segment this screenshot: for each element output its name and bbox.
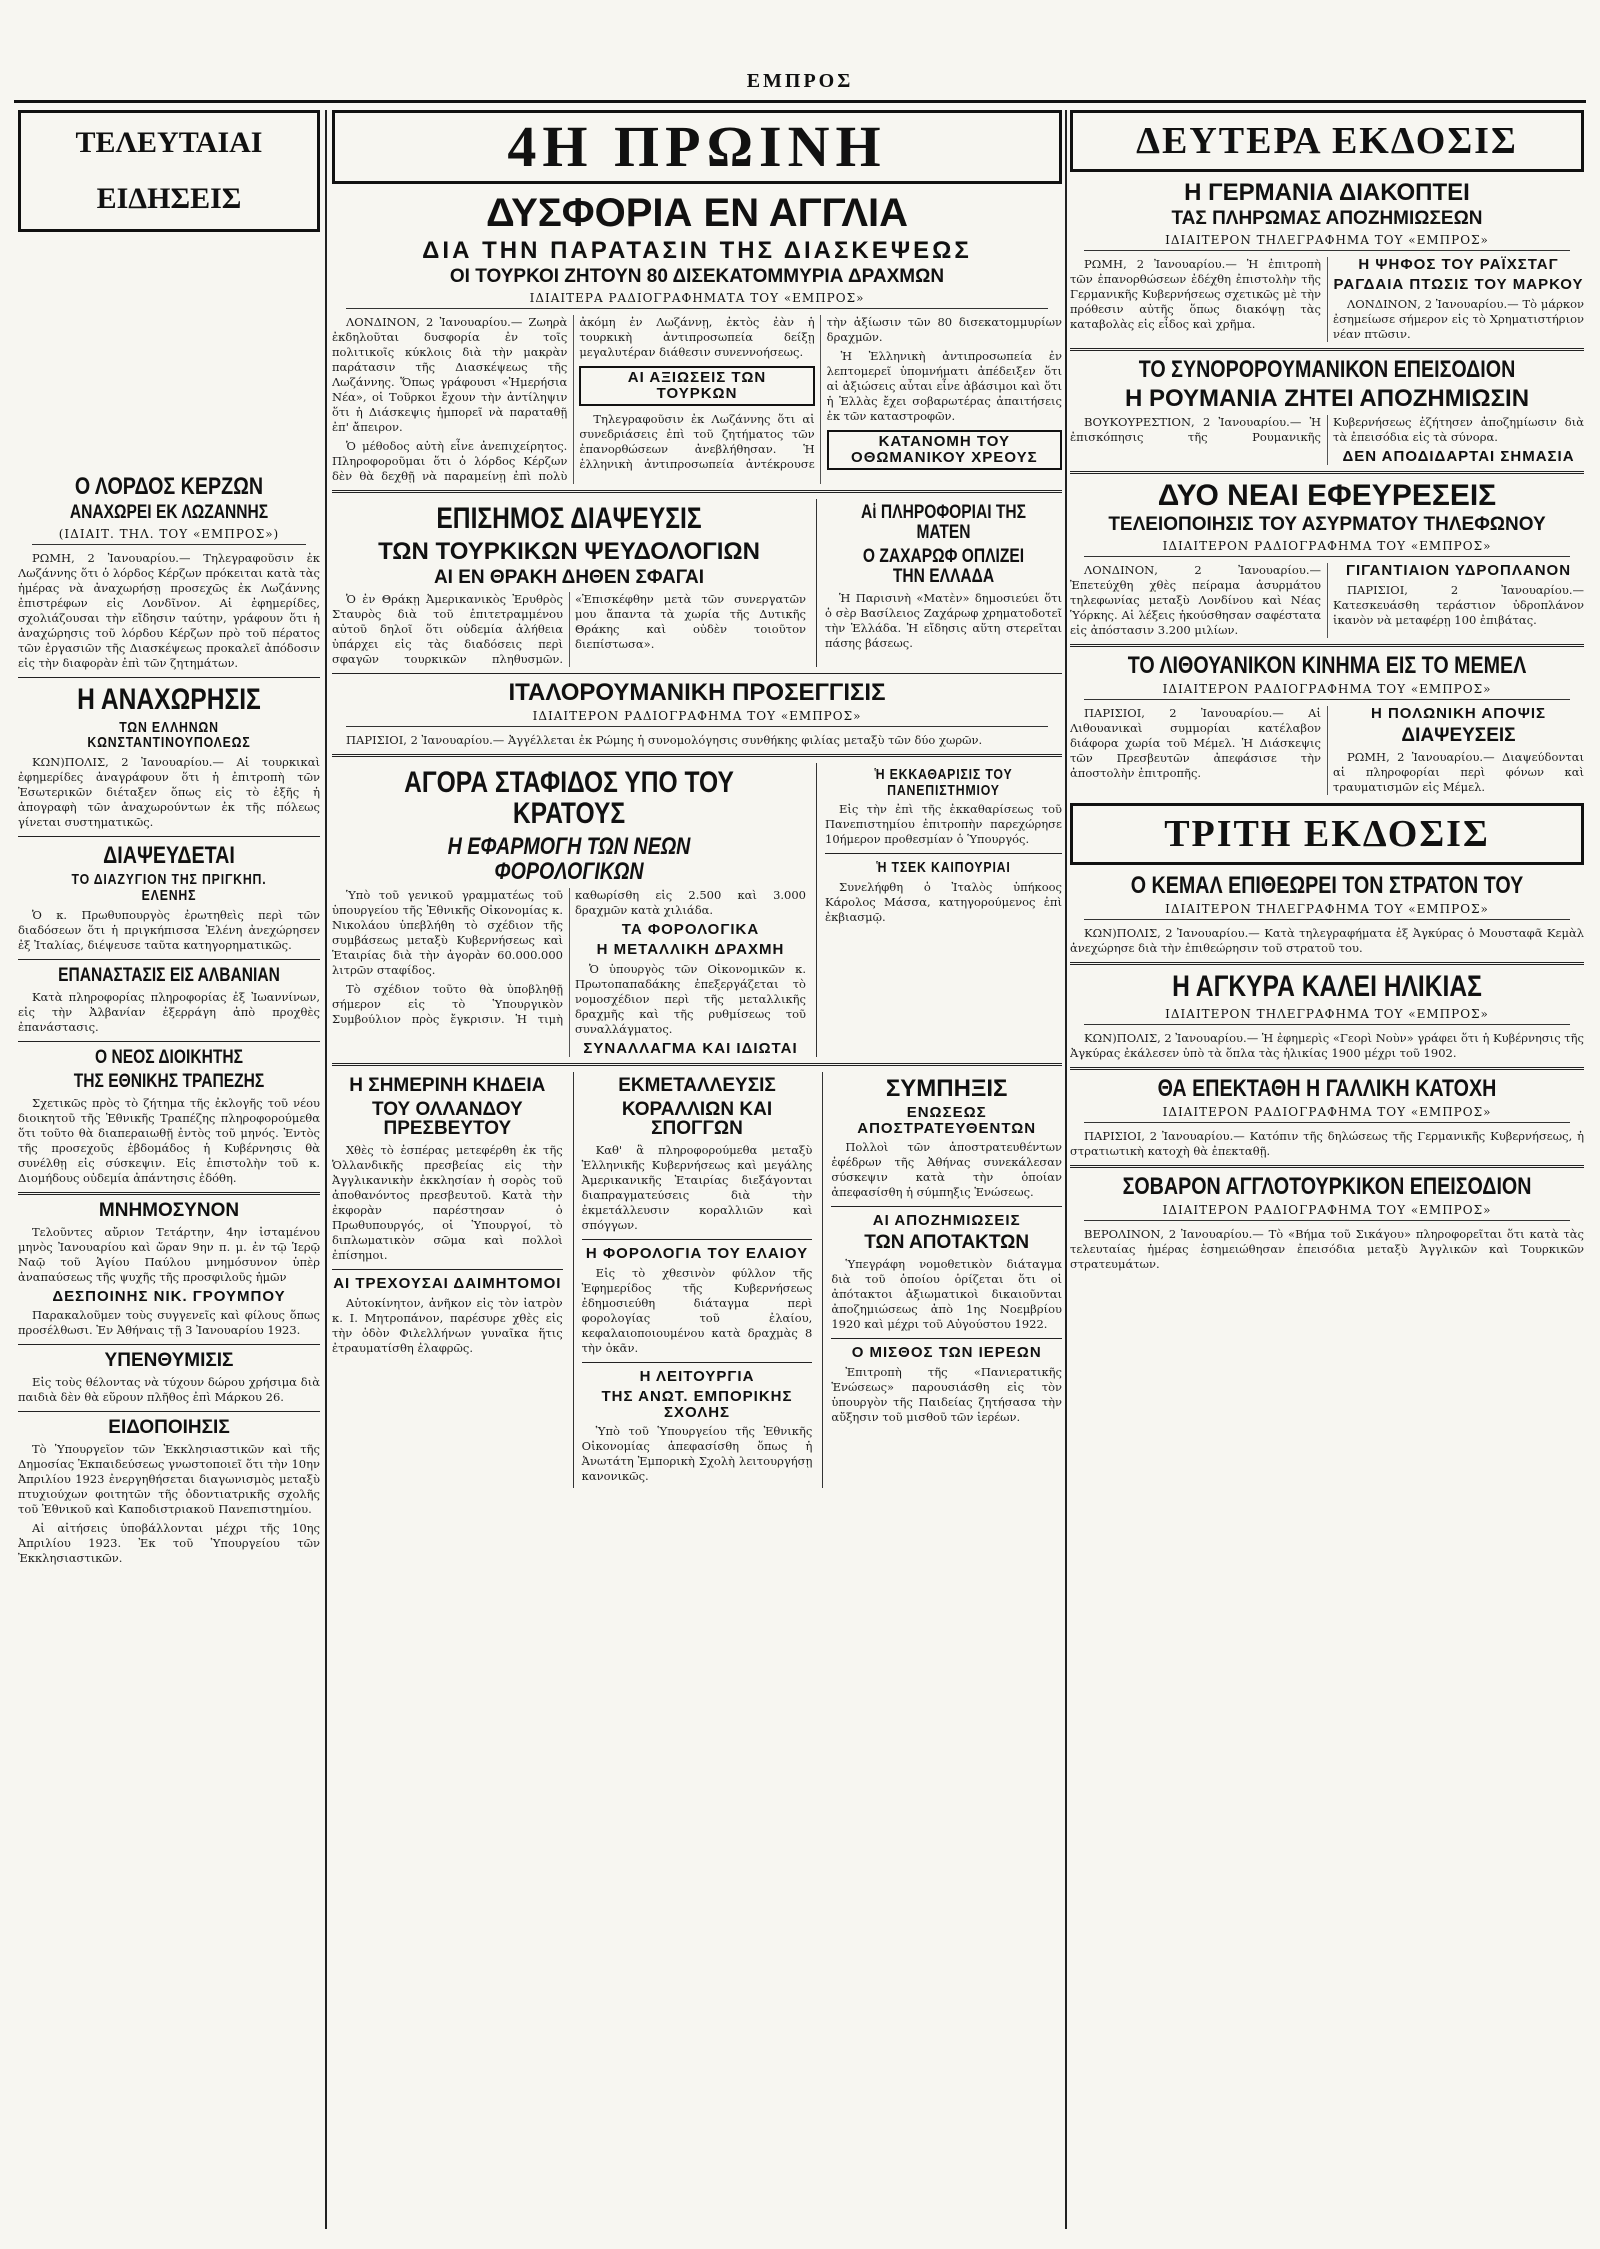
- article-subtitle: ΤΗΣ ΑΝΩΤ. ΕΜΠΟΡΙΚΗΣ ΣΧΟΛΗΣ: [601, 1387, 793, 1421]
- divider: [1070, 348, 1584, 351]
- article-title: Η ΑΓΚΥΡΑ ΚΑΛΕΙ ΗΛΙΚΙΑΣ: [1172, 970, 1482, 1004]
- article-note: ΙΔΙΑΙΤΕΡΟΝ ΡΑΔΙΟΓΡΑΦΗΜΑ ΤΟΥ «ΕΜΠΡΟΣ»: [1084, 1203, 1570, 1221]
- article-body: [1070, 563, 1584, 638]
- article-title: Ἡ ΕΚΚΑΘΑΡΙΣΙΣ ΤΟΥ ΠΑΝΕΠΙΣΤΗΜΙΟΥ: [874, 765, 1013, 799]
- article-note: ΙΔΙΑΙΤΕΡΟΝ ΡΑΔΙΟΓΡΑΦΗΜΑ ΤΟΥ «ΕΜΠΡΟΣ»: [1084, 539, 1570, 557]
- divider: [831, 1338, 1062, 1339]
- article-subtitle: ΤΩΝ ΤΟΥΡΚΙΚΩΝ ΨΕΥΔΟΛΟΓΙΩΝ: [378, 537, 760, 565]
- article-title: Αἱ ΠΛΗΡΟΦΟΡΙΑΙ ΤΗΣ ΜΑΤΕΝ: [861, 502, 1026, 544]
- article-text: ΛΟΝΔΙΝΟΝ, 2 Ἰανουαρίου.— Ζωηρὰ ἐκδηλοῦται δυσφορία ἐν τοῖς πολιτικοῖς κύκλοις διὰ τὴν μακρὰν παράτασιν τῆς Διασκέψεως τῆς Λωζάννης. Ὅπως γράφουσι «Ἡμερήσια Νέα», οἱ Τοῦρκοι ἔχουν τὴν ἀντίληψιν ὅτι ἡ Διάσκεψις ἠμπορεῖ νὰ παραταθῇ ἐπ' ἄπειρον.: [332, 315, 568, 435]
- divider: [332, 673, 1062, 674]
- article-text: Ὁ κ. Πρωθυπουργὸς ἐρωτηθεὶς περὶ τῶν διαδόσεων ὅτι ἡ πριγκήπισσα Ἑλένη ἀνεχώρησεν ἐξ Ἰταλίας, διέψευσε ταῦτα κατηγορηματικῶς.: [18, 907, 320, 952]
- column-spacer: [18, 240, 320, 470]
- section-heading: Η ΨΗΦΟΣ ΤΟΥ ΡΑΪΧΣΤΑΓ: [1358, 256, 1559, 274]
- left-banner: ΤΕΛΕΥΤΑΙΑΙ ΕΙΔΗΣΕΙΣ: [18, 110, 320, 232]
- article-text: Αὐτοκίνητον, ἀνῆκον εἰς τὸν ἰατρὸν κ. Ι. Μητροπάνον, παρέσυρε χθὲς εἰς τὴν ὁδὸν Φιλελλήνων γυναῖκα ἥτις ἐτραυματίσθη ἐλαφρῶς.: [332, 1296, 563, 1356]
- article-row: [332, 763, 1062, 1057]
- section-heading: Η ΜΕΤΑΛΛΙΚΗ ΔΡΑΧΜΗ: [596, 941, 785, 959]
- article-text: ΚΩΝ)ΠΟΛΙΣ, 2 Ἰανουαρίου.— Αἱ τουρκικαὶ ἐφημερίδες ἀναγράφουν ὅτι ἡ ἐπιτροπὴ τῶν Ἐσωτερικῶν διέταξεν ὅπως εἰς τὸ ἑξῆς ἡ ἀπογραφὴ τῶν ἀναχωρούντων ἐκ τῆς πόλεως γίνεται συστηματικῶς.: [18, 755, 320, 830]
- article-text: ΡΩΜΗ, 2 Ἰανουαρίου.— Τηλεγραφοῦσιν ἐκ Λωζάννης ὅτι ὁ λόρδος Κέρζων πρόκειται κατὰ τὰς ἡμέρας νὰ ἀναχωρήσῃ προσεχῶς ἐκ Λωζάννης ἐπιστρέφων εἰς Λονδῖνον. Αἱ ἐφημερίδες, σχολιάζουσαι τὴν εἴδησιν ταύτην, γράφουν ὅτι ἡ ἀναχώρησις τοῦ λόρδου Κέρζων πρὸ τοῦ πέρατος τῶν ἐργασιῶν τῆς Διασκέψεως προκαλεῖ ἀπόδοσιν εἰς τὴν διαφορὰν ἐπὶ τῶν ζητημάτων.: [18, 551, 320, 671]
- notice-text: Παρακαλοῦμεν τοὺς συγγενεῖς καὶ φίλους ὅπως προσέλθωσι. Ἐν Ἀθήναις τῇ 3 Ἰανουαρίου 1923.: [18, 1308, 320, 1338]
- divider: [1070, 644, 1584, 647]
- divider: [332, 490, 1062, 493]
- divider: [1070, 962, 1584, 965]
- column-divider: [325, 110, 327, 2229]
- divider: [18, 677, 320, 678]
- article-subtitle: ΤΗΣ ΕΘΝΙΚΗΣ ΤΡΑΠΕΖΗΣ: [73, 1070, 265, 1092]
- section-heading: Η ΠΟΛΩΝΙΚΗ ΑΠΟΨΙΣ: [1370, 705, 1547, 723]
- section-heading: ΣΥΝΑΛΛΑΓΜΑ ΚΑΙ ΙΔΙΩΤΑΙ: [583, 1039, 798, 1057]
- notice-title: ΜΝΗΜΟΣΥΝΟΝ: [98, 1199, 240, 1221]
- article-row: [332, 499, 1062, 667]
- article-text: ΛΟΝΔΙΝΟΝ, 2 Ἰανουαρίου.— Τὸ μάρκον ἐσημείωσε σήμερον εἰς τὸ Χρηματιστήριον νέαν πτῶσιν.: [1333, 296, 1584, 341]
- divider: [582, 1239, 813, 1240]
- article-note: ΙΔΙΑΙΤΕΡΑ ΡΑΔΙΟΓΡΑΦΗΜΑΤΑ ΤΟΥ «ΕΜΠΡΟΣ»: [346, 291, 1048, 309]
- article-title: Ἡ ΤΣΕΚ ΚΑΙΠΟΥΡΙΑΙ: [876, 859, 1011, 877]
- main-article-body: [332, 315, 1062, 484]
- article-text: ΡΩΜΗ, 2 Ἰανουαρίου.— Ἡ ἐπιτροπὴ τῶν ἐπανορθώσεων ἐδέχθη ἐπιστολὴν τῆς Γερμανικῆς Κυβερνήσεως σχετικῶς μὲ τὴν πρόθεσιν αὐτῆς ὅπως διακόψῃ τὰς καταβολὰς εἰς εἶδος καὶ χρῆμα.: [1070, 257, 1321, 332]
- article-row: [332, 1072, 1062, 1489]
- article-text: Τὸ σχέδιον τοῦτο θὰ ὑποβληθῇ σήμερον εἰς τὸ Ὑπουργικὸν Συμβούλιον πρὸς ἔγκρισιν. Ἡ τιμὴ καθωρίσθη εἰς 2.500 καὶ 3.000 δραχμῶν κατὰ χιλιάδα.: [332, 888, 806, 1027]
- article-box: ΑΙ ΑΞΙΩΣΕΙΣ ΤΩΝ ΤΟΥΡΚΩΝ: [579, 366, 814, 406]
- article-title: ΔΥΟ ΝΕΑΙ ΕΦΕΥΡΕΣΕΙΣ: [1157, 478, 1497, 512]
- divider: [18, 836, 320, 837]
- article-title: ΔΙΑΨΕΥΔΕΤΑΙ: [103, 842, 235, 870]
- article-block: [816, 763, 1062, 1057]
- article-text: Ὑπὸ τοῦ Ὑπουργείου τῆς Ἐθνικῆς Οἰκονομίας ἀπεφασίσθη ὅπως ἡ Ἀνωτάτη Ἐμπορικὴ Σχολὴ λειτουργήσῃ κανονικῶς.: [581, 1424, 813, 1484]
- article-text: ΠΑΡΙΣΙΟΙ, 2 Ἰανουαρίου.— Κατόπιν τῆς δηλώσεως τῆς Γερμανικῆς Κυβερνήσεως, ἡ στρατιωτικὴ κατοχὴ θὰ ἐπεκταθῇ.: [1070, 1128, 1584, 1158]
- article-text: Κατὰ πληροφορίας πληροφορίας ἐξ Ἰωαννίνων, εἰς τὴν Ἀλβανίαν ἐξερράγη ἀπὸ προχθὲς ἐπανάστασις.: [18, 989, 320, 1034]
- article-subtitle: ΚΟΡΑΛΛΙΩΝ ΚΑΙ ΣΠΟΓΓΩΝ: [621, 1098, 773, 1140]
- article-subtitle: ΕΝΩΣΕΩΣ ΑΠΟΣΤΡΑΤΕΥΘΕΝΤΩΝ: [857, 1103, 1037, 1137]
- article-text: ΚΩΝ)ΠΟΛΙΣ, 2 Ἰανουαρίου.— Κατὰ τηλεγραφήματα ἐξ Ἀγκύρας ὁ Μουσταφᾶ Κεμὰλ ἀνεχώρησε διὰ τὴν ἐπιθεώρησιν τοῦ στρατοῦ του.: [1070, 926, 1584, 956]
- article-subtitle: Η ΕΦΑΡΜΟΓΗ ΤΩΝ ΝΕΩΝ ΦΟΡΟΛΟΓΙΚΩΝ: [447, 832, 691, 886]
- article-subtitle: ΑΝΑΧΩΡΕΙ ΕΚ ΛΩΖΑΝΝΗΣ: [69, 502, 269, 524]
- notice-text: Εἰς τοὺς θέλοντας νὰ τύχουν δώρου χρήσιμα διὰ παιδιὰ δὲν θὰ εὕρουν πλῆθος ἐπὶ Μάρκου 26.: [18, 1375, 320, 1405]
- article-note: ΙΔΙΑΙΤΕΡΟΝ ΤΗΛΕΓΡΑΦΗΜΑ ΤΟΥ «ΕΜΠΡΟΣ»: [1084, 1007, 1570, 1025]
- notice-title: ΕΙΔΟΠΟΙΗΣΙΣ: [108, 1417, 230, 1439]
- article-body: [332, 592, 806, 667]
- article-title: ΑΙ ΤΡΕΧΟΥΣΑΙ ΔΑΙΜΗΤΟΜΟΙ: [333, 1275, 562, 1293]
- article-title: ΣΟΒΑΡΟΝ ΑΓΓΛΟΤΟΥΡΚΙΚΟΝ ΕΠΕΙΣΟΔΙΟΝ: [1122, 1172, 1532, 1200]
- article-text: Ὁ ἐν Θράκῃ Ἀμερικανικὸς Ἐρυθρὸς Σταυρὸς διὰ τοῦ ἐπιτετραμμένου αὐτοῦ δηλοῖ ὅτι οὐδεμία ἀλήθεια ὑπάρχει εἰς τὰς διαδόσεις περὶ σφαγῶν τουρκικῶν πληθυσμῶν. «Ἐπισκέφθην μετὰ τῶν συνεργατῶν μου ἅπαντα τὰ χωρία τῆς Δυτικῆς Θράκης καὶ οὐδὲν τοιοῦτον διεπίστωσα».: [332, 591, 806, 666]
- article-body: [1070, 706, 1584, 795]
- article-title: ΘΑ ΕΠΕΚΤΑΘΗ Η ΓΑΛΛΙΚΗ ΚΑΤΟΧΗ: [1157, 1074, 1497, 1102]
- section-heading: ΔΕΝ ΑΠΟΔΙΔΑΡΤΑΙ ΣΗΜΑΣΙΑ: [1342, 448, 1575, 465]
- article-note: ΙΔΙΑΙΤΕΡΟΝ ΡΑΔΙΟΓΡΑΦΗΜΑ ΤΟΥ «ΕΜΠΡΟΣ»: [1084, 682, 1570, 700]
- article-text: ΚΩΝ)ΠΟΛΙΣ, 2 Ἰανουαρίου.— Ἡ ἐφημερὶς «Γεορὶ Νοὺν» γράφει ὅτι ἡ Κυβέρνησις τῆς Ἀγκύρας ἐκάλεσεν ὑπὸ τὰ ὅπλα τὰς ἡλικίας 1900 μέχρι τοῦ 1902.: [1070, 1030, 1584, 1060]
- right-banner: ΔΕΥΤΕΡΑ ΕΚΔΟΣΙΣ: [1070, 110, 1584, 172]
- article-subtitle: ΤΟ ΔΙΑΖΥΓΙΟΝ ΤΗΣ ΠΡΙΓΚΗΠ. ΕΛΕΝΗΣ: [71, 871, 267, 905]
- divider: [18, 1041, 320, 1042]
- notice-name: ΔΕΣΠΟΙΝΗΣ ΝΙΚ. ΓΡΟΥΜΠΟΥ: [52, 1287, 286, 1305]
- article-text: Εἰς τὸ χθεσινὸν φύλλον τῆς Ἐφημερίδος τῆς Κυβερνήσεως ἐδημοσιεύθη διάταγμα περὶ φορολογίας τοῦ ἐλαίου, κεφαλαιοποιουμένου κατὰ δραχμὰς 8 τὴν ὀκᾶν.: [581, 1266, 813, 1356]
- middle-column: [332, 110, 1062, 2229]
- article-body: [1070, 415, 1584, 465]
- article-block: [332, 763, 806, 1057]
- article-block: [573, 1072, 813, 1489]
- divider: [825, 853, 1062, 854]
- article-subtitle: ΤΟΥ ΟΛΛΑΝΔΟΥ ΠΡΕΣΒΕΥΤΟΥ: [372, 1098, 523, 1140]
- section-heading: ΤΑ ΦΟΡΟΛΟΓΙΚΑ: [621, 921, 760, 939]
- article-text: Ἡ Ἑλληνικὴ ἀντιπροσωπεία ἐν λεπτομερεῖ ὑπομνήματι ἀπέδειξεν ὅτι αἱ ἀξιώσεις αὗται εἶνε ἀβάσιμοι καὶ ὅτι ἡ Ἑλλὰς ἔχει σοβαρωτέρας ἀπαιτήσεις ἐκ τῶν καταστροφῶν.: [826, 349, 1062, 424]
- divider: [18, 1192, 320, 1195]
- divider: [18, 1344, 320, 1345]
- left-column: [18, 110, 320, 2229]
- article-body: [332, 888, 806, 1056]
- notice-text: Αἱ αἰτήσεις ὑποβάλλονται μέχρι τῆς 10ης Ἀπριλίου 1923. Ἐκ τοῦ Ὑπουργείου τῶν Ἐκκλησιαστικῶν.: [18, 1521, 320, 1566]
- article-title: ΑΓΟΡΑ ΣΤΑΦΙΔΟΣ ΥΠΟ ΤΟΥ ΚΡΑΤΟΥΣ: [404, 765, 734, 831]
- article-text: Ὁ μέθοδος αὐτὴ εἶνε ἀνεπιχείρητος. Πληροφοροῦμαι ὅτι ὁ λόρδος Κέρζων δὲν θὰ δεχθῇ νὰ παραμείνῃ ἐπὶ πολὺ ἀκόμη ἐν Λωζάννῃ, ἐκτὸς ἐὰν ἡ τουρκικὴ ἀντιπροσωπεία δείξῃ μεγαλυτέραν διάθεσιν συνεννοήσεως.: [332, 315, 815, 484]
- article-title: ΕΚΜΕΤΑΛΛΕΥΣΙΣ: [618, 1074, 776, 1096]
- divider: [332, 1063, 1062, 1066]
- section-heading: ΓΙΓΑΝΤΙΑΙΟΝ ΥΔΡΟΠΛΑΝΟΝ: [1345, 562, 1572, 580]
- section-heading: ΔΙΑΨΕΥΣΕΙΣ: [1401, 725, 1516, 747]
- article-body: [1070, 257, 1584, 342]
- third-edition-banner: ΤΡΙΤΗ ΕΚΔΟΣΙΣ: [1070, 803, 1584, 865]
- article-note: ΙΔΙΑΙΤΕΡΟΝ ΤΗΛΕΓΡΑΦΗΜΑ ΤΟΥ «ΕΜΠΡΟΣ»: [1084, 233, 1570, 251]
- section-heading: ΡΑΓΔΑΙΑ ΠΤΩΣΙΣ ΤΟΥ ΜΑΡΚΟΥ: [1333, 275, 1584, 293]
- article-title: Η ΓΕΡΜΑΝΙΑ ΔΙΑΚΟΠΤΕΙ: [1184, 179, 1470, 206]
- article-subtitle: ΤΩΝ ΑΠΟΤΑΚΤΩΝ: [864, 1232, 1030, 1253]
- article-text: ΒΕΡΟΛΙΝΟΝ, 2 Ἰανουαρίου.— Τὸ «Βήμα τοῦ Σικάγου» πληροφορεῖται ὅτι κατὰ τὰς τελευταίας ἡμέρας ἐσημειώθησαν ἐπεισόδια μεταξὺ Ἀγγλικῶν καὶ Τουρκικῶν στρατευμάτων.: [1070, 1227, 1584, 1272]
- article-text: Καθ' ἃ πληροφορούμεθα μεταξὺ Ἑλληνικῆς Κυβερνήσεως καὶ μεγάλης Ἀμερικανικῆς Ἑταιρίας διεξάγονται διαπραγματεύσεις διὰ τὴν ἐκμετάλλευσιν κοραλλιῶν καὶ σπόγγων.: [581, 1143, 813, 1233]
- article-title: Ο ΜΙΣΘΟΣ ΤΩΝ ΙΕΡΕΩΝ: [851, 1343, 1042, 1361]
- article-subtitle: ΤΩΝ ΕΛΛΗΝΩΝ ΚΩΝΣΤΑΝΤΙΝΟΥΠΟΛΕΩΣ: [87, 718, 251, 752]
- article-note: (ΙΔΙΑΙΤ. ΤΗΛ. ΤΟΥ «ΕΜΠΡΟΣ»): [32, 527, 306, 545]
- article-subtitle: ΤΑΣ ΠΛΗΡΩΜΑΣ ΑΠΟΖΗΜΙΩΣΕΩΝ: [1171, 208, 1483, 230]
- article-subtitle: Η ΡΟΥΜΑΝΙΑ ΖΗΤΕΙ ΑΠΟΖΗΜΙΩΣΙΝ: [1124, 384, 1530, 412]
- article-title: Η ΛΕΙΤΟΥΡΓΙΑ: [639, 1368, 755, 1386]
- article-title: ΤΟ ΛΙΘΟΥΑΝΙΚΟΝ ΚΙΝΗΜΑ ΕΙΣ ΤΟ ΜΕΜΕΛ: [1127, 652, 1527, 680]
- divider: [582, 1362, 813, 1363]
- right-column: [1070, 110, 1584, 2229]
- divider: [18, 1411, 320, 1412]
- article-text: Συνελήφθη ὁ Ἰταλὸς ὑπήκοος Κάρολος Μάσσα, κατηγορούμενος ἐπὶ ἐκβιασμῷ.: [825, 880, 1062, 925]
- article-text: Ἡ Παρισινὴ «Ματὲν» δημοσιεύει ὅτι ὁ σὲρ Βασίλειος Ζαχάρωφ χρηματοδοτεῖ τὴν Ἑλλάδα. Ἡ εἴδησις αὕτη στερεῖται πάσης βάσεως.: [825, 590, 1062, 650]
- article-note: ΙΔΙΑΙΤΕΡΟΝ ΡΑΔΙΟΓΡΑΦΗΜΑ ΤΟΥ «ΕΜΠΡΟΣ»: [346, 709, 1048, 727]
- divider: [1070, 1165, 1584, 1168]
- article-text: ΡΩΜΗ, 2 Ἰανουαρίου.— Διαψεύδονται αἱ πληροφορίαι περὶ φόνων καὶ τραυματισμῶν εἰς Μέμελ.: [1333, 750, 1584, 795]
- article-title: ΕΠΙΣΗΜΟΣ ΔΙΑΨΕΥΣΙΣ: [436, 502, 702, 536]
- article-text: ΠΑΡΙΣΙΟΙ, 2 Ἰανουαρίου.— Αἱ Λιθουανικαὶ συμμορίαι κατέλαβον διάφορα χωρία τοῦ Μέμελ. Ἡ Διάσκεψις τῶν Πρεσβευτῶν ἀπεφάσισε τὴν ἀποστολὴν ἐπιτροπῆς.: [1070, 706, 1321, 781]
- article-title: Ο ΚΕΜΑΛ ΕΠΙΘΕΩΡΕΙ ΤΟΝ ΣΤΡΑΤΟΝ ΤΟΥ: [1130, 872, 1524, 900]
- divider: [332, 1269, 563, 1270]
- article-title: Ο ΝΕΟΣ ΔΙΟΙΚΗΤΗΣ: [95, 1046, 243, 1068]
- article-note: ΙΔΙΑΙΤΕΡΟΝ ΤΗΛΕΓΡΑΦΗΜΑ ΤΟΥ «ΕΜΠΡΟΣ»: [1084, 902, 1570, 920]
- top-rule: [14, 100, 1586, 103]
- middle-banner: 4Η ΠΡΩΙΝΗ: [332, 110, 1062, 184]
- divider: [1070, 1067, 1584, 1070]
- article-title: Η ΑΝΑΧΩΡΗΣΙΣ: [77, 683, 261, 717]
- main-subheadline: ΔΙΑ ΤΗΝ ΠΑΡΑΤΑΣΙΝ ΤΗΣ ΔΙΑΣΚΕΨΕΩΣ: [422, 237, 972, 264]
- article-text: ΛΟΝΔΙΝΟΝ, 2 Ἰανουαρίου.— Ἐπετεύχθη χθὲς πείραμα ἀσυρμάτου τηλεφωνίας μεταξὺ Λονδίνου καὶ Νέας Ὑόρκης. Αἱ λέξεις ἠκούσθησαν σαφέστατα εἰς ἀπόστασιν 3.200 μιλίων.: [1070, 563, 1321, 638]
- article-text: Σχετικῶς πρὸς τὸ ζήτημα τῆς ἐκλογῆς τοῦ νέου διοικητοῦ τῆς Ἐθνικῆς Τραπέζης πληροφορούμεθα ὅτι τοῦτο θὰ διαπεραιωθῇ ἐντὸς τοῦ μηνός. Ἐντὸς τῆς προσεχοῦς ἑβδομάδος ἡ Κυβέρνησις θὰ συνέλθῃ εἰς σύσκεψιν. Εἰς ἐπιστολὴν τοῦ κ. Διομήδους οὐδεμία ἀπάντησις ἐδόθη.: [18, 1095, 320, 1185]
- article-block: [822, 1072, 1062, 1489]
- divider: [831, 1206, 1062, 1207]
- article-text: Ἐπιτροπὴ τῆς «Πανιερατικῆς Ἑνώσεως» παρουσιάσθη εἰς τὸν ὑπουργὸν τῆς Παιδείας ζητήσασα τὴν αὔξησιν τοῦ μισθοῦ τῶν ἱερέων.: [831, 1364, 1062, 1424]
- article-title: ΙΤΑΛΟΡΟΥΜΑΝΙΚΗ ΠΡΟΣΕΓΓΙΣΙΣ: [508, 678, 886, 706]
- article-block: [332, 499, 806, 667]
- article-subtitle: Ο ΖΑΧΑΡΩΦ ΟΠΛΙΖΕΙ ΤΗΝ ΕΛΛΑΔΑ: [862, 546, 1025, 587]
- article-title: Η ΦΟΡΟΛΟΓΙΑ ΤΟΥ ΕΛΑΙΟΥ: [585, 1245, 809, 1263]
- divider: [332, 754, 1062, 757]
- divider: [1070, 471, 1584, 474]
- article-text: ΒΟΥΚΟΥΡΕΣΤΙΟΝ, 2 Ἰανουαρίου.— Ἡ ἐπισκόπησις τῆς Ρουμανικῆς Κυβερνήσεως ἐζήτησεν ἀποζημίωσιν διὰ τὰ ἐπεισόδια εἰς τὰ σύνορα.: [1070, 415, 1584, 444]
- article-text: Χθὲς τὸ ἑσπέρας μετεφέρθη ἐκ τῆς Ὁλλανδικῆς πρεσβείας εἰς τὴν Ἀγγλικανικὴν ἐκκλησίαν ἡ σορὸς τοῦ ἀποθανόντος πρεσβευτοῦ. Κατὰ τὴν ἐκφορὰν παρέστησαν ὁ Πρωθυπουργός, οἱ Ὑπουργοί, τὸ διπλωματικὸν σῶμα καὶ πολλοὶ ἐπίσημοι.: [332, 1143, 563, 1263]
- article-text: ΠΑΡΙΣΙΟΙ, 2 Ἰανουαρίου.— Κατεσκευάσθη τεράστιον ὑδροπλάνον ἱκανὸν νὰ μεταφέρῃ 100 ἐπιβάτας.: [1333, 582, 1584, 627]
- article-title: ΕΠΑΝΑΣΤΑΣΙΣ ΕΙΣ ΑΛΒΑΝΙΑΝ: [58, 964, 280, 986]
- article-text: Ὑπὸ τοῦ γενικοῦ γραμματέως τοῦ ὑπουργείου τῆς Ἐθνικῆς Οἰκονομίας κ. Νικολάου ὑπεβλήθη τὸ σχέδιον τῆς συμβάσεως μεταξὺ Κυβερνήσεως καὶ Ἑταιρίας διὰ τὴν ἀγορὰν 60.000.000 λιτρῶν σταφίδος.: [332, 888, 563, 978]
- article-title: ΣΥΜΠΗΞΙΣ: [885, 1074, 1008, 1102]
- article-block: [332, 1072, 563, 1489]
- article-title: Η ΣΗΜΕΡΙΝΗ ΚΗΔΕΙΑ: [349, 1074, 546, 1096]
- article-block: [816, 499, 1062, 667]
- divider: [18, 959, 320, 960]
- article-text: Εἰς τὴν ἐπὶ τῆς ἐκκαθαρίσεως τοῦ Πανεπιστημίου ἐπιτροπὴν παρεχώρησε 10ήμερον προθεσμίαν ὁ Ὑπουργός.: [825, 802, 1062, 847]
- main-headline: ΔΥΣΦΟΡΙΑ ΕΝ ΑΓΓΛΙΑ: [485, 191, 909, 235]
- article-text: ΠΑΡΙΣΙΟΙ, 2 Ἰανουαρίου.— Ἀγγέλλεται ἐκ Ρώμης ἡ συνομολόγησις συνθήκης φιλίας μεταξὺ τῶν δύο χωρῶν.: [346, 732, 983, 747]
- main-subheadline: ΟΙ ΤΟΥΡΚΟΙ ΖΗΤΟΥΝ 80 ΔΙΣΕΚΑΤΟΜΜΥΡΙΑ ΔΡΑΧΜΩΝ: [449, 266, 945, 288]
- notice-title: ΥΠΕΝΘΥΜΙΣΙΣ: [104, 1350, 234, 1372]
- masthead: ΕΜΠΡΟΣ: [746, 70, 854, 92]
- article-subtitle: ΑΙ ΕΝ ΘΡΑΚΗ ΔΗΘΕΝ ΣΦΑΓΑΙ: [433, 566, 705, 588]
- notice-text: Τελοῦντες αὔριον Τετάρτην, 4ην ἰσταμένου μηνὸς Ἰανουαρίου καὶ ὥραν 9ην π. μ. ἐν τῷ Ἱερῷ Ναῷ τοῦ Ἁγίου Παύλου μνημόσυνον ὑπὲρ ἀναπαύσεως τῆς ψυχῆς τῆς προσφιλοῦς ἡμῶν: [18, 1224, 320, 1284]
- article-text: Ὑπεγράφη νομοθετικὸν διάταγμα διὰ τοῦ ὁποίου ὁρίζεται ὅτι οἱ ἀπότακτοι ἀξιωματικοὶ δικαιοῦνται ἀποζημιώσεως ἀπὸ 1ης Νοεμβρίου 1920 καὶ μέχρι τοῦ Αὐγούστου 1922.: [831, 1256, 1062, 1331]
- article-subtitle: ΤΕΛΕΙΟΠΟΙΗΣΙΣ ΤΟΥ ΑΣΥΡΜΑΤΟΥ ΤΗΛΕΦΩΝΟΥ: [1108, 514, 1546, 536]
- column-divider: [1065, 110, 1067, 2229]
- article-title: Ο ΛΟΡΔΟΣ ΚΕΡΖΩΝ: [74, 473, 264, 500]
- article-title: ΤΟ ΣΥΝΟΡΟΡΟΥΜΑΝΙΚΟΝ ΕΠΕΙΣΟΔΙΟΝ: [1138, 355, 1516, 383]
- article-box: ΚΑΤΑΝΟΜΗ ΤΟΥ ΟΘΩΜΑΝΙΚΟΥ ΧΡΕΟΥΣ: [827, 430, 1062, 470]
- notice-text: Τὸ Ὑπουργεῖον τῶν Ἐκκλησιαστικῶν καὶ τῆς Δημοσίας Ἐκπαιδεύσεως γνωστοποιεῖ ὅτι τὴν 10ην Ἀπριλίου 1923 ἐνεργηθήσεται διαγωνισμὸς μεταξὺ πτυχιούχων φοιτητῶν τῆς ὀδοντιατρικῆς σχολῆς τοῦ Ἐθνικοῦ καὶ Καποδιστριακοῦ Πανεπιστημίου.: [18, 1442, 320, 1517]
- article-note: ΙΔΙΑΙΤΕΡΟΝ ΡΑΔΙΟΓΡΑΦΗΜΑ ΤΟΥ «ΕΜΠΡΟΣ»: [1084, 1105, 1570, 1123]
- article-title: ΑΙ ΑΠΟΖΗΜΙΩΣΕΙΣ: [872, 1212, 1021, 1230]
- article-text: Τηλεγραφοῦσιν ἐκ Λωζάννης ὅτι αἱ συνεδριάσεις ἐπὶ τοῦ ζητήματος τῶν ἐπανορθώσεων ἀνεβλήθησαν. Ἡ ἑλληνικὴ ἀντιπροσωπεία ἀντέκρουσε τὴν ἀξίωσιν τῶν 80 δισεκατομμυρίων δραχμῶν.: [579, 315, 1062, 471]
- article-text: Ὁ ὑπουργὸς τῶν Οἰκονομικῶν κ. Πρωτοπαπαδάκης ἐπεξεργάζεται τὸ νομοσχέδιον περὶ τῆς μεταλλικῆς δραχμῆς καὶ τῆς ρυθμίσεως τοῦ συναλλάγματος.: [575, 961, 806, 1036]
- article-text: Πολλοὶ τῶν ἀποστρατευθέντων ἐφέδρων τῆς Ἀθήνας συνεκάλεσαν σύσκεψιν κατὰ τὴν ὁποίαν ἀπεφασίσθη ἡ σύμπηξις Ἑνώσεως.: [831, 1140, 1062, 1200]
